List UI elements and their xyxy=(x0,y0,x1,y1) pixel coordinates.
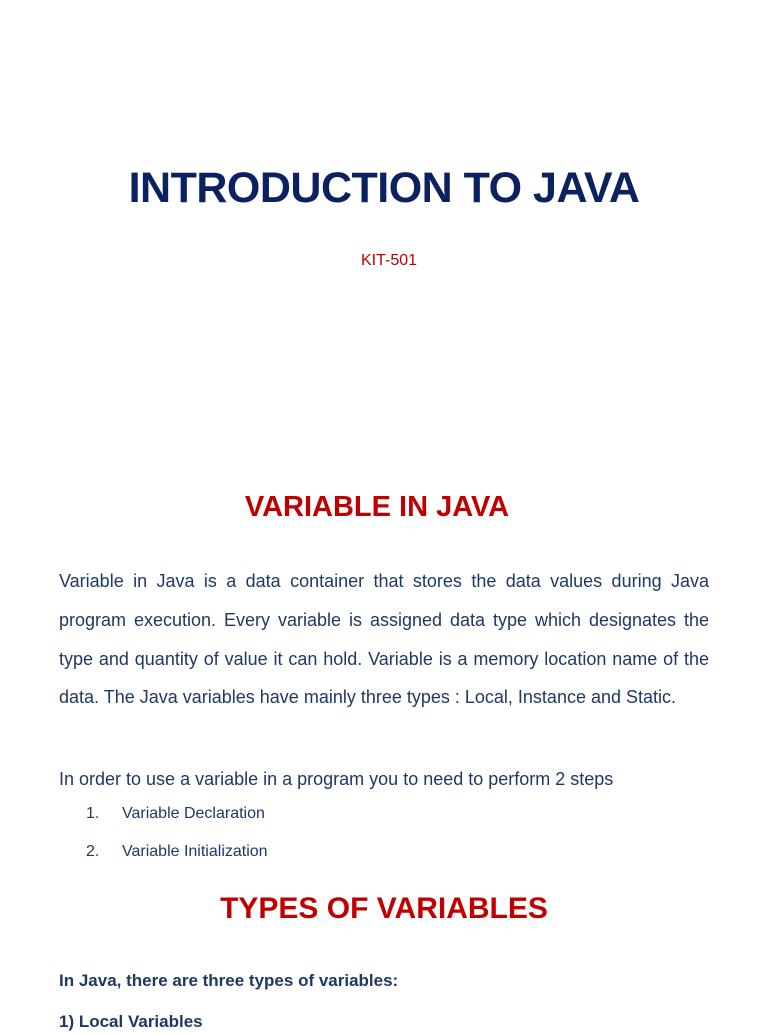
local-variables-heading: 1) Local Variables xyxy=(59,1012,203,1031)
list-item-number: 1. xyxy=(86,805,100,822)
steps-intro-paragraph: In order to use a variable in a program you to need to perform 2 steps xyxy=(59,769,614,789)
page-title: INTRODUCTION TO JAVA xyxy=(128,164,640,212)
variable-definition-paragraph: Variable in Java is a data container that stores the data values during Java program execution. Every variable is assigned data type which designates the type and quantity of value it can hold. Variable is a memory location name of the data. The Java variables have mainly three types : Local, Instance and Static. xyxy=(59,571,709,708)
list-item xyxy=(86,805,268,843)
list-item-number: 2. xyxy=(86,842,100,860)
types-intro-paragraph: In Java, there are three types of variables: xyxy=(59,971,399,990)
section-heading-types: TYPES OF VARIABLES xyxy=(220,892,548,925)
section-heading-variable: VARIABLE IN JAVA xyxy=(244,491,510,523)
list-item-label: Variable Declaration xyxy=(122,805,265,822)
course-code: KIT-501 xyxy=(360,252,418,269)
steps-list xyxy=(86,805,268,880)
list-item xyxy=(86,843,268,881)
list-item-label: Variable Initialization xyxy=(122,842,268,860)
